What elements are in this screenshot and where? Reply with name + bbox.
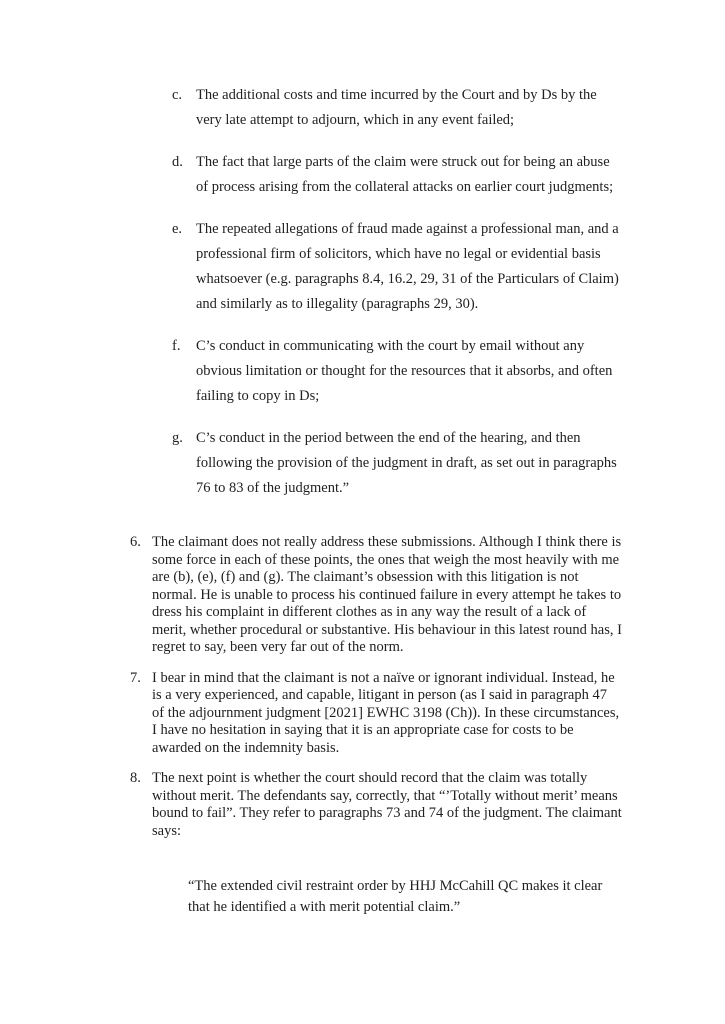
paragraph-number: 7.	[130, 669, 141, 686]
paragraph-8	[130, 770, 622, 840]
list-item-text: The repeated allegations of fraud made against a professional man, and a professional firm of solicitors, which have no legal or evidential basis whatsoever (e.g. paragraphs 8.4, 16.2, 29, 31 of the Particulars of Claim) and similarly as to illegality (paragraphs 29, 30).	[196, 221, 619, 312]
paragraph-text: The next point is whether the court should record that the claim was totally without merit. The defendants say, correctly, that “’Totally without merit’ means bound to fail”. They refer to paragraphs 73 and 74 of the judgment. The claimant says:	[152, 770, 622, 839]
block-quote: “The extended civil restraint order by HHJ McCahill QC makes it clear that he identified a with merit potential claim.”	[188, 878, 603, 915]
list-item-f	[172, 334, 624, 409]
list-item-text: C’s conduct in communicating with the court by email without any obvious limitation or thought for the resources that it absorbs, and often failing to copy in Ds;	[196, 338, 613, 404]
list-item-marker: d.	[172, 154, 183, 170]
list-item-text: The fact that large parts of the claim were struck out for being an abuse of process arising from the collateral attacks on earlier court judgments;	[196, 154, 614, 195]
quoted-sub-list	[172, 83, 624, 518]
paragraph-6	[130, 534, 622, 657]
list-item-marker: e.	[172, 221, 183, 237]
list-item-marker: c.	[172, 87, 183, 103]
paragraph-7	[130, 670, 622, 758]
list-item-c	[172, 83, 624, 133]
numbered-paragraphs	[130, 534, 622, 853]
paragraph-number: 6.	[130, 534, 141, 550]
list-item-d	[172, 150, 624, 200]
paragraph-text: I bear in mind that the claimant is not a naïve or ignorant individual. Instead, he is a very experienced, and capable, litigant in person (as I said in paragraph 47 of the adjournment judgment [2021] EWHC 3198 (Ch)). In these circumstances, I have no hesitation in saying that it is an appropriate case for costs to be awarded on the indemnity basis.	[152, 669, 620, 756]
list-item-g	[172, 426, 624, 501]
list-item-text: C’s conduct in the period between the end of the hearing, and then following the provision of the judgment in draft, as set out in paragraphs 76 to 83 of the judgment.”	[196, 430, 617, 496]
list-item-text: The additional costs and time incurred by the Court and by Ds by the very late attempt to adjourn, which in any event failed;	[196, 87, 597, 128]
paragraph-number: 8.	[130, 770, 141, 786]
list-item-marker: f.	[172, 338, 181, 354]
list-item-e	[172, 217, 624, 317]
list-item-marker: g.	[172, 430, 183, 446]
paragraph-text: The claimant does not really address these submissions. Although I think there is some force in each of these points, the ones that weigh the most heavily with me are (b), (e), (f) and (g). The claimant’s obsession with this litigation is not normal. He is unable to process his continued failure in every attempt he takes to dress his complaint in different clothes as in any way the result of a lack of merit, whether procedural or substantive. His behaviour in this latest round has, I regret to say, been very far out of the norm.	[152, 534, 622, 655]
